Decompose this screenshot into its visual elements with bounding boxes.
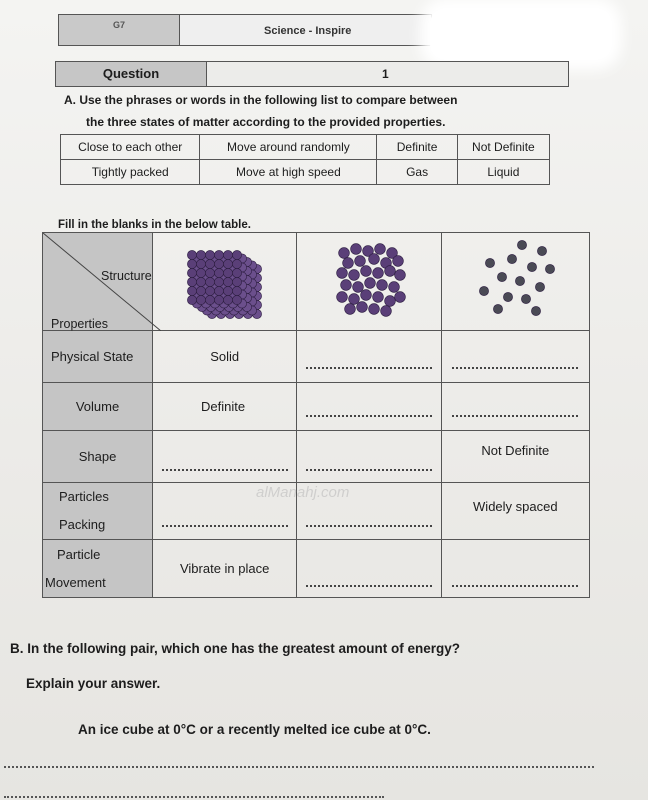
liquid-particles-icon — [314, 237, 424, 323]
physical-state-label: Physical State — [43, 331, 153, 383]
particle-movement-label-1: Particle — [57, 546, 101, 562]
answer-dotted-line — [452, 415, 578, 417]
gas-shape-cell: Not Definite — [441, 431, 589, 483]
solid-movement-cell: Vibrate in place — [153, 540, 297, 598]
watermark: alManahj.com — [256, 484, 350, 501]
gas-structure-cell — [441, 233, 589, 331]
shape-label: Shape — [43, 431, 153, 483]
solid-volume-cell: Definite — [153, 383, 297, 431]
answer-dotted-line — [162, 525, 288, 527]
solid-shape-blank[interactable] — [153, 431, 297, 483]
particles-packing-label-cell — [43, 483, 153, 540]
particles-packing-label-1: Particles — [59, 489, 109, 504]
properties-label: Properties — [51, 317, 108, 331]
answer-dotted-line — [162, 469, 288, 471]
word-cell: Not Definite — [457, 135, 549, 160]
subject-label: Science - Inspire — [264, 25, 352, 37]
word-cell: Gas — [377, 160, 457, 185]
particles-packing-label-2: Packing — [59, 517, 106, 532]
fill-instruction: Fill in the blanks in the below table. — [58, 219, 251, 231]
question-number: 1 — [382, 67, 389, 81]
header-bar — [58, 14, 432, 46]
gas-packing-cell: Widely spaced — [441, 483, 589, 540]
part-a-line2: the three states of matter according to the provided properties. — [86, 115, 446, 129]
liquid-state-blank[interactable] — [297, 331, 441, 383]
question-bar — [55, 61, 569, 87]
liquid-movement-blank[interactable] — [297, 540, 441, 598]
solid-particles-icon — [170, 237, 280, 323]
states-table — [42, 232, 590, 598]
liquid-volume-blank[interactable] — [297, 383, 441, 431]
gas-particles-icon — [460, 237, 570, 323]
structure-label: Structure — [101, 269, 152, 283]
part-b-pair: An ice cube at 0°C or a recently melted ice cube at 0°C. — [78, 722, 431, 737]
structure-header-cell — [43, 233, 153, 331]
gas-movement-blank[interactable] — [441, 540, 589, 598]
answer-dotted-line — [306, 415, 432, 417]
solid-structure-cell — [153, 233, 297, 331]
word-cell: Move at high speed — [200, 160, 377, 185]
answer-dotted-line — [306, 367, 432, 369]
word-bank-table — [60, 134, 550, 185]
word-cell: Liquid — [457, 160, 549, 185]
solid-state-cell: Solid — [153, 331, 297, 383]
word-cell: Move around randomly — [200, 135, 377, 160]
word-cell: Tightly packed — [61, 160, 200, 185]
word-cell: Definite — [377, 135, 457, 160]
particle-movement-label-cell — [43, 540, 153, 598]
gas-volume-blank[interactable] — [441, 383, 589, 431]
particle-movement-label-2: Movement — [45, 574, 106, 590]
question-label: Question — [56, 62, 207, 86]
answer-dotted-line — [306, 469, 432, 471]
grade-label: G7 — [59, 15, 180, 45]
part-b-explain: Explain your answer. — [26, 676, 161, 691]
word-cell: Close to each other — [61, 135, 200, 160]
part-b-question: B. In the following pair, which one has the greatest amount of energy? — [10, 641, 461, 656]
answer-dotted-line — [306, 525, 432, 527]
answer-dotted-line — [452, 367, 578, 369]
volume-label: Volume — [43, 383, 153, 431]
answer-line[interactable] — [4, 796, 384, 798]
part-a-line1: A. Use the phrases or words in the following list to compare between — [64, 93, 458, 107]
liquid-structure-cell — [297, 233, 441, 331]
answer-dotted-line — [306, 585, 432, 587]
liquid-shape-blank[interactable] — [297, 431, 441, 483]
gas-state-blank[interactable] — [441, 331, 589, 383]
answer-dotted-line — [452, 585, 578, 587]
redacted-area — [430, 8, 612, 60]
answer-line[interactable] — [4, 766, 594, 768]
